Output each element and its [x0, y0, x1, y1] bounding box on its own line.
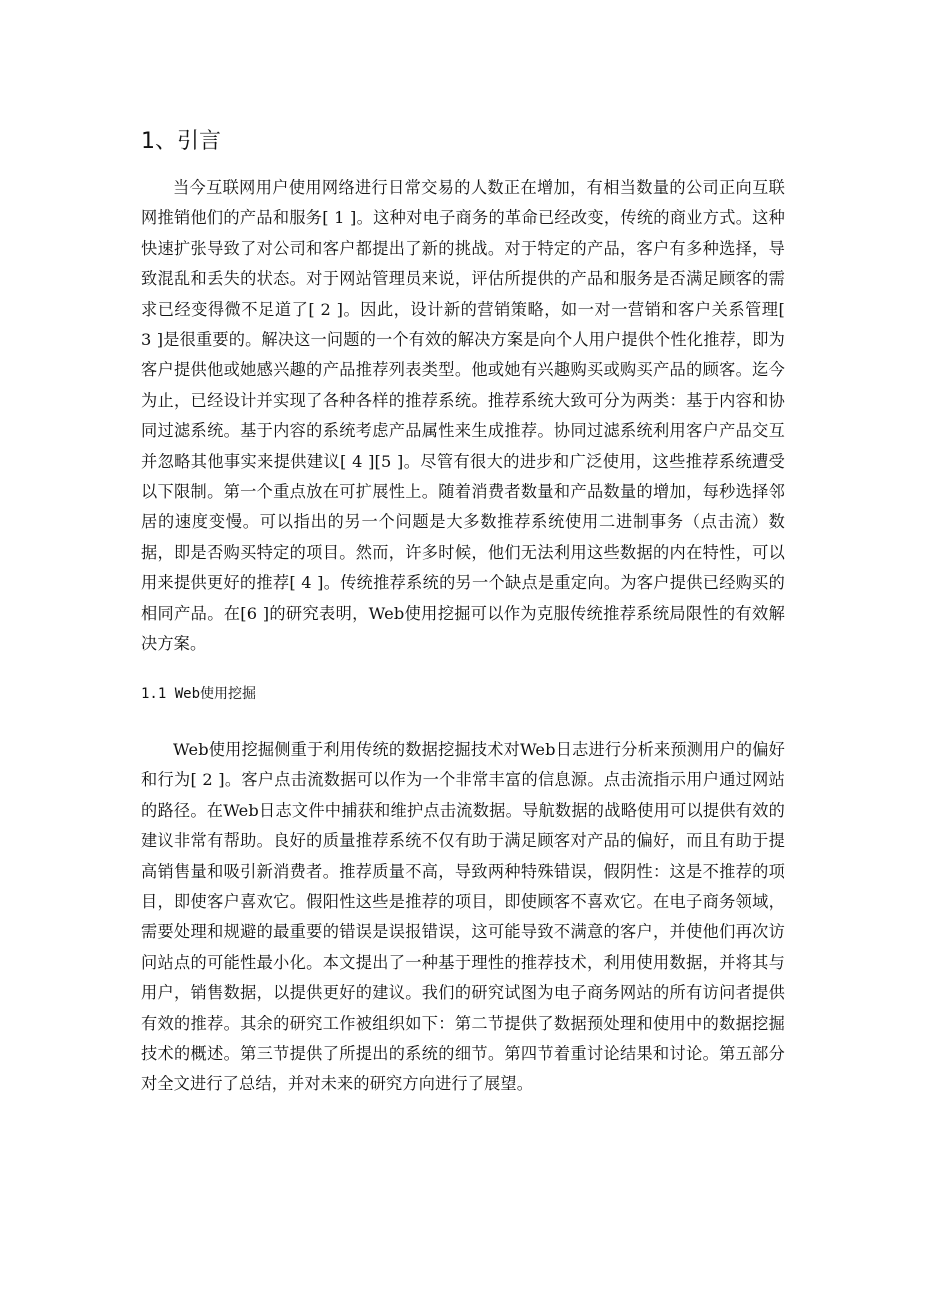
web-usage-mining-paragraph: Web使用挖掘侧重于利用传统的数据挖掘技术对Web日志进行分析来预测用户的偏好和行为[ 2 ]。客户点击流数据可以作为一个非常丰富的信息源。点击流指示用户通过网站的路径。在Web日志文件中捕获和维护点击流数据。导航数据的战略使用可以提供有效的建议非常有帮助。良好的质量推荐系统不仅有助于满足顾客对产品的偏好，而且有助于提高销售量和吸引新消费者。推荐质量不高，导致两种特殊错误，假阴性：这是不推荐的项目，即使客户喜欢它。假阳性这些是推荐的项目，即使顾客不喜欢它。在电子商务领域，需要处理和规避的最重要的错误是误报错误，这可能导致不满意的客户，并使他们再次访问站点的可能性最小化。本文提出了一种基于理性的推荐技术，利用使用数据，并将其与用户，销售数据，以提供更好的建议。我们的研究试图为电子商务网站的所有访问者提供有效的推荐。其余的研究工作被组织如下：第二节提供了数据预处理和使用中的数据挖掘技术的概述。第三节提供了所提出的系统的细节。第四节着重讨论结果和讨论。第五部分对全文进行了总结，并对未来的研究方向进行了展望。	[141, 740, 785, 1094]
section-heading: 1、引言	[141, 129, 221, 154]
intro-paragraph: 当今互联网用户使用网络进行日常交易的人数正在增加，有相当数量的公司正向互联网推销他们的产品和服务[ 1 ]。这种对电子商务的革命已经改变，传统的商业方式。这种快速扩张导致了对公司和客户都提出了新的挑战。对于特定的产品，客户有多种选择，导致混乱和丢失的状态。对于网站管理员来说，评估所提供的产品和服务是否满足顾客的需求已经变得微不足道了[ 2 ]。因此，设计新的营销策略，如一对一营销和客户关系管理[ 3 ]是很重要的。解决这一问题的一个有效的解决方案是向个人用户提供个性化推荐，即为客户提供他或她感兴趣的产品推荐列表类型。他或她有兴趣购买或购买产品的顾客。迄今为止，已经设计并实现了各种各样的推荐系统。推荐系统大致可分为两类：基于内容和协同过滤系统。基于内容的系统考虑产品属性来生成推荐。协同过滤系统利用客户产品交互并忽略其他事实来提供建议[ 4 ][5 ]。尽管有很大的进步和广泛使用，这些推荐系统遭受以下限制。第一个重点放在可扩展性上。随着消费者数量和产品数量的增加，每秒选择邻居的速度变慢。可以指出的另一个问题是大多数推荐系统使用二进制事务（点击流）数据，即是否购买特定的项目。然而，许多时候，他们无法利用这些数据的内在特性，可以用来提供更好的推荐[ 4 ]。传统推荐系统的另一个缺点是重定向。为客户提供已经购买的相同产品。在[6 ]的研究表明，Web使用挖掘可以作为克服传统推荐系统局限性的有效解决方案。	[141, 178, 785, 654]
subsection-heading: 1.1 Web使用挖掘	[141, 686, 257, 702]
